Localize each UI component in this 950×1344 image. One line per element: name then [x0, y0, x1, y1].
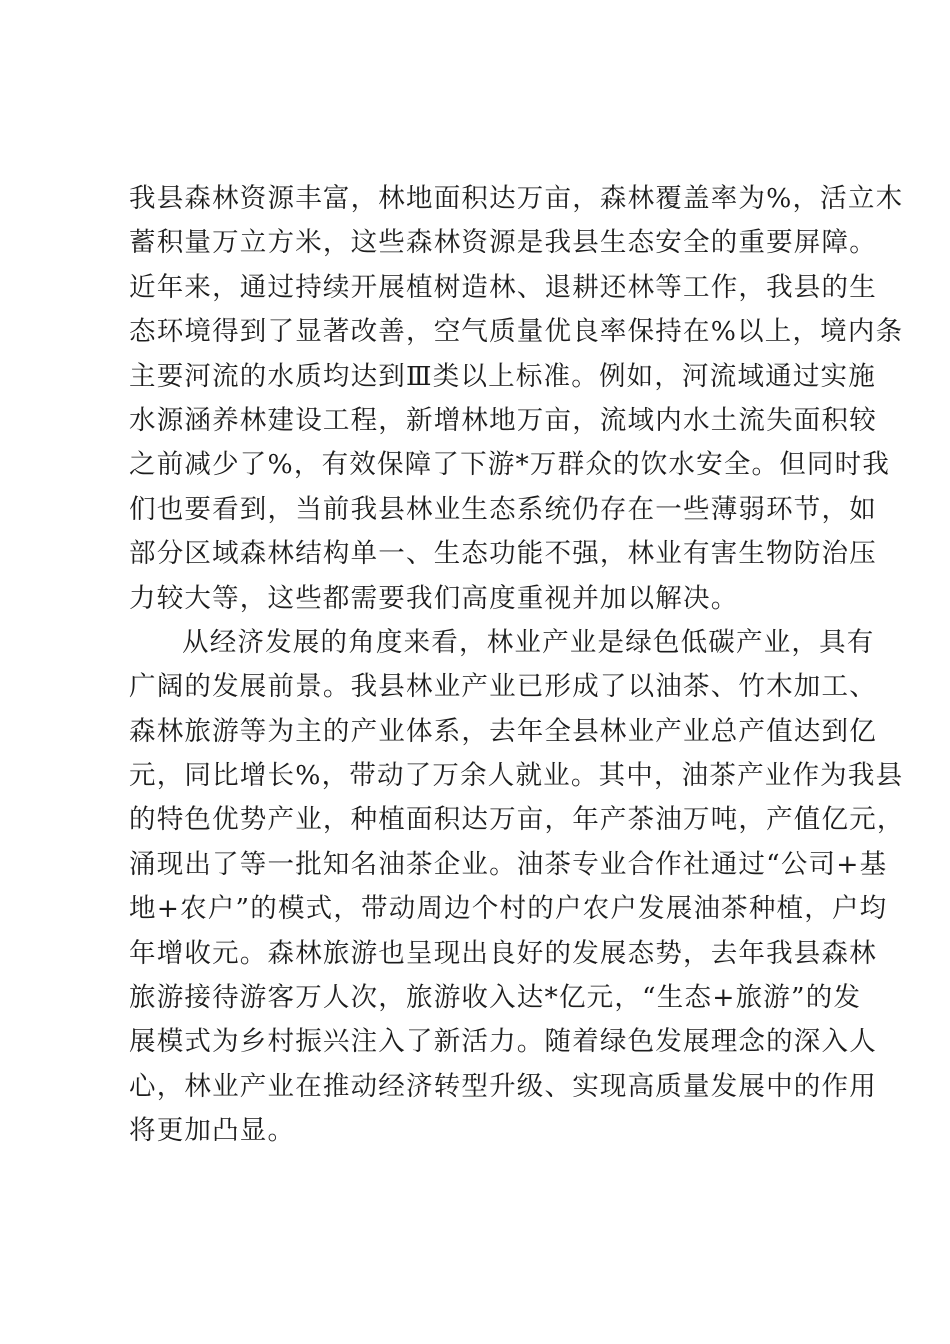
- text-line: 蓄积量万立方米，这些森林资源是我县生态安全的重要屏障。: [129, 227, 877, 259]
- text-line: 心，林业产业在推动经济转型升级、实现高质量发展中的作用: [129, 1070, 877, 1102]
- text-line-first-indented: 从经济发展的角度来看，林业产业是绿色低碳产业，具有: [182, 626, 875, 658]
- text-line: 主要河流的水质均达到Ⅲ类以上标准。例如，河流域通过实施: [129, 360, 876, 392]
- text-line: 旅游接待游客万人次，旅游收入达*亿元，“生态+旅游”的发: [129, 982, 862, 1014]
- paragraph-forestry-economy: [129, 621, 905, 1154]
- text-line: 年增收元。森林旅游也呈现出良好的发展态势，去年我县森林: [129, 937, 877, 969]
- text-line: 广阔的发展前景。我县林业产业已形成了以油茶、竹木加工、: [129, 671, 877, 703]
- text-line: 我县森林资源丰富，林地面积达万亩，森林覆盖率为%，活立木: [129, 183, 904, 214]
- text-line: 将更加凸显。: [129, 1115, 296, 1147]
- text-line: 元，同比增长%，带动了万余人就业。其中，油茶产业作为我县: [129, 760, 904, 792]
- text-line: 们也要看到，当前我县林业生态系统仍存在一些薄弱环节，如: [129, 493, 877, 525]
- text-line: 地+农户”的模式，带动周边个村的户农户发展油茶种植，户均: [129, 893, 888, 925]
- text-line: 部分区域森林结构单一、生态功能不强，林业有害生物防治压: [129, 538, 877, 570]
- text-line: 近年来，通过持续开展植树造林、退耕还林等工作，我县的生: [129, 271, 877, 303]
- document-body: [129, 177, 905, 1154]
- text-line: 森林旅游等为主的产业体系，去年全县林业产业总产值达到亿: [129, 715, 877, 747]
- text-line: 态环境得到了显著改善，空气质量优良率保持在%以上，境内条: [129, 316, 904, 348]
- text-line: 涌现出了等一批知名油茶企业。油茶专业合作社通过“公司+基: [129, 848, 888, 880]
- paragraph-forest-ecology: [129, 177, 904, 621]
- text-line: 力较大等，这些都需要我们高度重视并加以解决。: [129, 582, 739, 614]
- text-line: 之前减少了%，有效保障了下游*万群众的饮水安全。但同时我: [129, 449, 891, 481]
- text-line: 展模式为乡村振兴注入了新活力。随着绿色发展理念的深入人: [129, 1026, 877, 1058]
- text-line: 水源涵养林建设工程，新增林地万亩，流域内水土流失面积较: [129, 404, 877, 436]
- text-line: 的特色优势产业，种植面积达万亩，年产茶油万吨，产值亿元，: [129, 804, 905, 836]
